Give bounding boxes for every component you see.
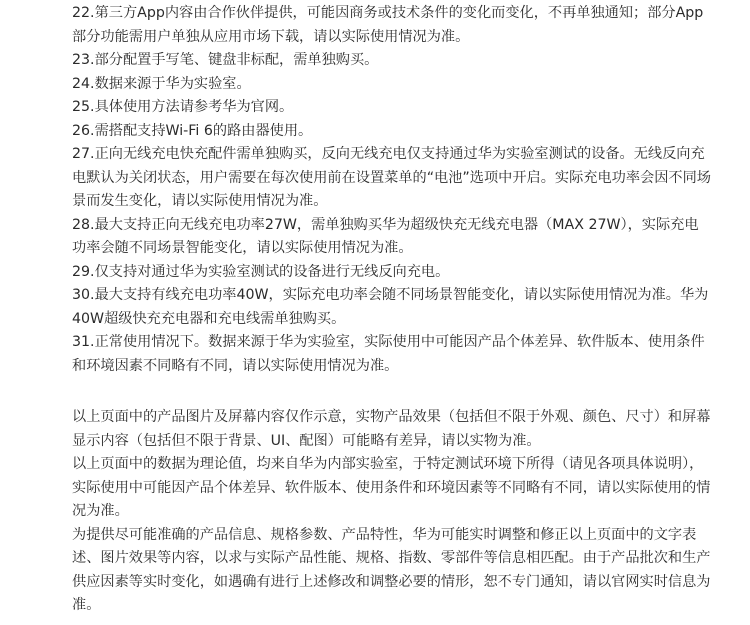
- disclaimer-updates: 为提供尽可能准确的产品信息、规格参数、产品特性，华为可能实时调整和修正以上页面中的文字表述、图片效果等内容，以求与实际产品性能、规格、指数、零部件等信息相匹配。由于产品批次和生产供应因素等实时变化，如遇确有进行上述修改和调整必要的情形，恕不专门通知，请以官网实时信息为准。: [72, 526, 711, 613]
- disclaimer-images: 以上页面中的产品图片及屏幕内容仅作示意，实物产品效果（包括但不限于外观、颜色、尺寸）和屏幕显示内容（包括但不限于背景、UI、配图）可能略有差异，请以实物为准。: [72, 409, 711, 449]
- note-24: 24.数据来源于华为实验室。: [72, 75, 251, 92]
- disclaimer-data: 以上页面中的数据为理论值，均来自华为内部实验室，于特定测试环境下所得（请见各项具体说明），实际使用中可能因产品个体差异、软件版本、使用条件和环境因素等不同略有不同，请以实际使用的情况为准。: [72, 456, 711, 519]
- note-23: 23.部分配置手写笔、键盘非标配，需单独购买。: [72, 52, 379, 68]
- note-22: 22.第三方App内容由合作伙伴提供，可能因商务或技术条件的变化而变化，不再单独通知；部分App部分功能需用户单独从应用市场下载，请以实际使用情况为准。: [72, 5, 704, 45]
- note-30: 30.最大支持有线充电功率40W，实际充电功率会随不同场景智能变化，请以实际使用情况为准。华为40W超级快充充电器和充电线需单独购买。: [72, 287, 709, 327]
- numbered-notes: [72, 2, 712, 378]
- note-31: 31.正常使用情况下。数据来源于华为实验室，实际使用中可能因产品个体差异、软件版本、使用条件和环境因素不同略有不同，请以实际使用情况为准。: [72, 334, 705, 374]
- disclaimer-section: [72, 406, 712, 618]
- note-25: 25.具体使用方法请参考华为官网。: [72, 99, 294, 115]
- note-27: 27.正向无线充电快充配件需单独购买，反向无线充电仅支持通过华为实验室测试的设备。无线反向充电默认为关闭状态，用户需要在每次使用前在设置菜单的“电池”选项中开启。实际充电功率会因不同场景而发生变化，请以实际使用情况为准。: [72, 146, 711, 209]
- note-26: 26.需搭配支持Wi-Fi 6的路由器使用。: [72, 122, 313, 139]
- note-28: 28.最大支持正向无线充电功率27W，需单独购买华为超级快充无线充电器（MAX 27W），实际充电功率会随不同场景智能变化，请以实际使用情况为准。: [72, 216, 699, 256]
- note-29: 29.仅支持对通过华为实验室测试的设备进行无线反向充电。: [72, 263, 450, 280]
